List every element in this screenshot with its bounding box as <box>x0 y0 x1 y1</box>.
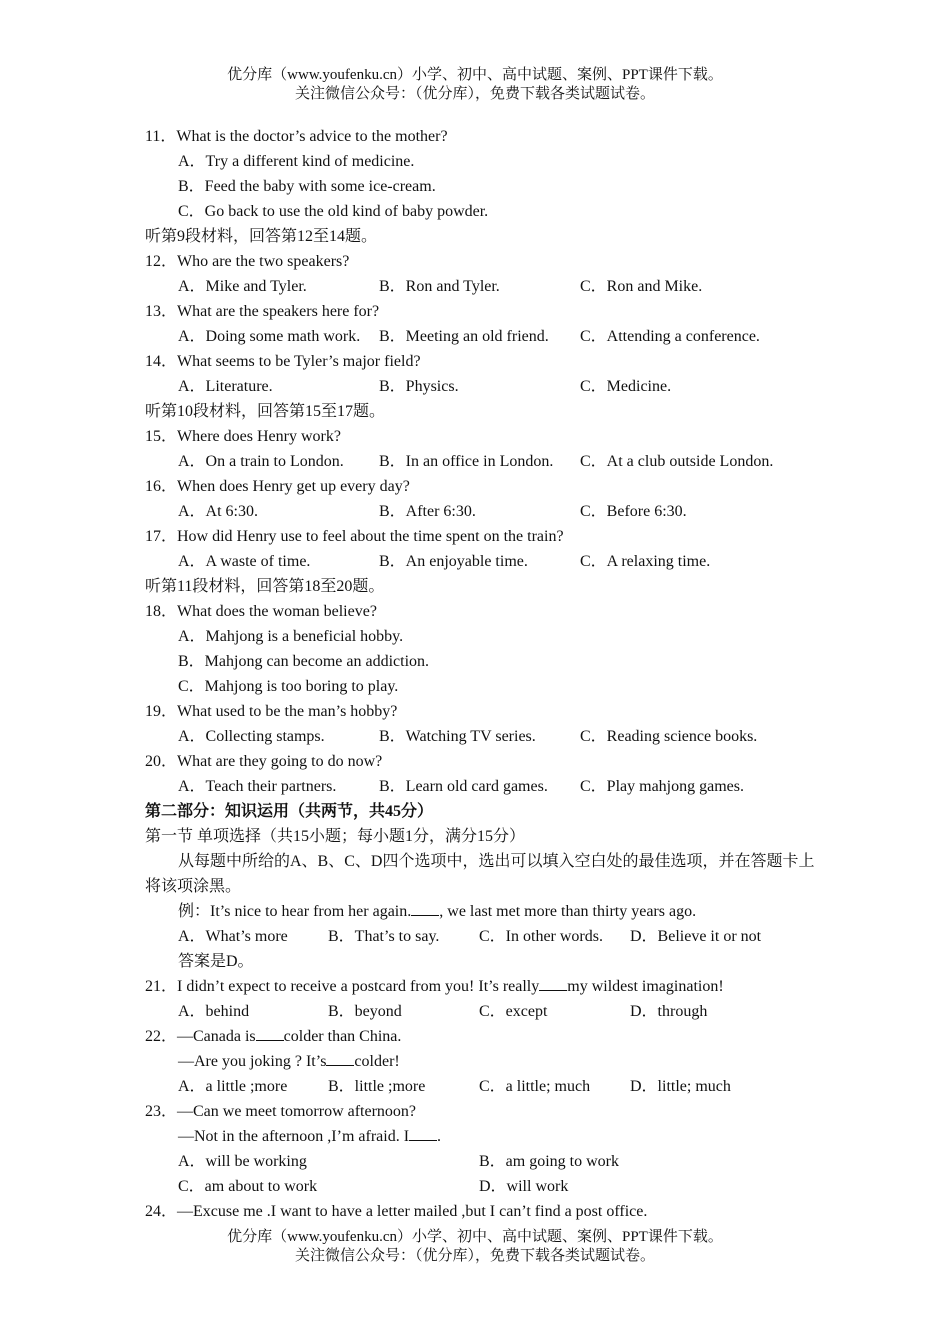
q23-line2-before: —Not in the afternoon ,I’m afraid. I <box>178 1128 410 1145</box>
q21-blank <box>539 976 567 991</box>
q21-option-a: A．behind <box>178 1003 250 1020</box>
q21-stem <box>145 974 825 999</box>
q14-stem: 14．What seems to be Tyler’s major field? <box>145 353 421 370</box>
q16-stem: 16．When does Henry get up every day? <box>145 478 410 495</box>
q15-option-c: C．At a club outside London. <box>580 453 774 470</box>
q13-stem: 13．What are the speakers here for? <box>145 303 380 320</box>
q19-option-c: C．Reading science books. <box>580 728 758 745</box>
q23-line-1: 23．—Can we meet tomorrow afternoon? <box>145 1103 417 1120</box>
section-heading-10: 听第10段材料，回答第15至17题。 <box>145 403 386 420</box>
q23-options-row-2 <box>145 1174 825 1199</box>
q16-option-a: A．At 6:30. <box>178 503 259 520</box>
q22-blank-1 <box>256 1026 284 1041</box>
q23-blank <box>409 1126 437 1141</box>
q12-option-a: A．Mike and Tyler. <box>178 278 307 295</box>
q16-options <box>145 499 825 524</box>
q22-option-c: C．a little; much <box>479 1078 591 1095</box>
footer-line-1: 优分库（www.youfenku.cn）小学、初中、高中试题、案例、PPT课件下载。 <box>227 1229 723 1245</box>
example-option-c: C．In other words. <box>479 928 603 945</box>
footer-line-2: 关注微信公众号：（优分库），免费下载各类试题试卷。 <box>294 1248 655 1264</box>
q18-option-b: B．Mahjong can become an addiction. <box>178 653 430 670</box>
q22-options <box>145 1074 825 1099</box>
instructions-paragraph: 从每题中所给的A、B、C、D四个选项中，选出可以填入空白处的最佳选项，并在答题卡上将该项涂黑。 <box>145 853 815 895</box>
q17-option-c: C．A relaxing time. <box>580 553 711 570</box>
q24-line-1: 24．—Excuse me .I want to have a letter mailed ,but I can’t find a post office. <box>145 1203 648 1220</box>
q13-option-c: C．Attending a conference. <box>580 328 760 345</box>
q12-option-c: C．Ron and Mike. <box>580 278 703 295</box>
q18-option-a: A．Mahjong is a beneficial hobby. <box>178 628 404 645</box>
example-stem <box>145 899 825 924</box>
q21-options <box>145 999 825 1024</box>
example-option-a: A．What’s more <box>178 928 288 945</box>
q20-option-c: C．Play mahjong games. <box>580 778 744 795</box>
example-option-d: D．Believe it or not <box>630 928 762 945</box>
q22-line2-before: —Are you joking ? It’s <box>178 1053 327 1070</box>
header-line-1: 优分库（www.youfenku.cn）小学、初中、高中试题、案例、PPT课件下载。 <box>227 67 723 83</box>
q11-stem: 11．What is the doctor’s advice to the mother? <box>145 128 448 145</box>
q18-stem: 18．What does the woman believe? <box>145 603 377 620</box>
page-footer <box>0 1228 950 1266</box>
q23-option-a: A．will be working <box>178 1153 307 1170</box>
q21-stem-before: 21．I didn’t expect to receive a postcard from you! It’s really <box>145 978 540 995</box>
q20-options <box>145 774 825 799</box>
q21-stem-after: my wildest imagination! <box>567 978 724 995</box>
q11-option-b: B．Feed the baby with some ice-cream. <box>178 178 436 195</box>
example-answer: 答案是D。 <box>178 953 254 970</box>
q19-option-a: A．Collecting stamps. <box>178 728 325 745</box>
q23-option-b: B．am going to work <box>479 1153 619 1170</box>
q22-option-b: B．little ;more <box>328 1078 426 1095</box>
part-two-heading: 第二部分：知识运用（共两节，共45分） <box>145 803 434 820</box>
q17-stem: 17．How did Henry use to feel about the time spent on the train? <box>145 528 564 545</box>
q14-option-c: C．Medicine. <box>580 378 672 395</box>
q17-options <box>145 549 825 574</box>
q22-line-1 <box>145 1024 825 1049</box>
q22-option-d: D．little; much <box>630 1078 731 1095</box>
q11-option-a: A．Try a different kind of medicine. <box>178 153 415 170</box>
q22-line2-after: colder! <box>354 1053 400 1070</box>
q23-option-c: C．am about to work <box>178 1178 318 1195</box>
q23-line-2 <box>145 1124 825 1149</box>
example-blank <box>411 901 439 916</box>
q14-option-b: B．Physics. <box>379 378 459 395</box>
q17-option-b: B．An enjoyable time. <box>379 553 528 570</box>
q15-option-b: B．In an office in London. <box>379 453 554 470</box>
exam-content <box>145 124 825 1224</box>
q17-option-a: A．A waste of time. <box>178 553 311 570</box>
header-line-2: 关注微信公众号：（优分库），免费下载各类试题试卷。 <box>294 86 655 102</box>
q22-line1-before: 22．—Canada is <box>145 1028 256 1045</box>
example-stem-before: 例：It’s nice to hear from her again. <box>178 903 412 920</box>
q20-option-a: A．Teach their partners. <box>178 778 337 795</box>
q13-option-b: B．Meeting an old friend. <box>379 328 549 345</box>
q20-stem: 20．What are they going to do now? <box>145 753 383 770</box>
q15-option-a: A．On a train to London. <box>178 453 344 470</box>
q19-stem: 19．What used to be the man’s hobby? <box>145 703 398 720</box>
example-options <box>145 924 825 949</box>
q13-options <box>145 324 825 349</box>
q18-option-c: C．Mahjong is too boring to play. <box>178 678 399 695</box>
q22-blank-2 <box>326 1051 354 1066</box>
q12-options <box>145 274 825 299</box>
q14-options <box>145 374 825 399</box>
q14-option-a: A．Literature. <box>178 378 273 395</box>
q13-option-a: A．Doing some math work. <box>178 328 361 345</box>
q12-stem: 12．Who are the two speakers? <box>145 253 350 270</box>
q23-line2-after: . <box>437 1128 442 1145</box>
q21-option-c: C．except <box>479 1003 548 1020</box>
section-heading-9: 听第9段材料，回答第12至14题。 <box>145 228 378 245</box>
q21-option-b: B．beyond <box>328 1003 402 1020</box>
q16-option-b: B．After 6:30. <box>379 503 476 520</box>
q22-option-a: A．a little ;more <box>178 1078 288 1095</box>
q22-line-2 <box>145 1049 825 1074</box>
q11-option-c: C．Go back to use the old kind of baby powder. <box>178 203 489 220</box>
q20-option-b: B．Learn old card games. <box>379 778 548 795</box>
q19-options <box>145 724 825 749</box>
q12-option-b: B．Ron and Tyler. <box>379 278 500 295</box>
example-stem-after: , we last met more than thirty years ago. <box>439 903 697 920</box>
q19-option-b: B．Watching TV series. <box>379 728 536 745</box>
q22-line1-after: colder than China. <box>283 1028 402 1045</box>
q21-option-d: D．through <box>630 1003 708 1020</box>
q15-options <box>145 449 825 474</box>
q15-stem: 15．Where does Henry work? <box>145 428 341 445</box>
q16-option-c: C．Before 6:30. <box>580 503 687 520</box>
page-header <box>0 66 950 104</box>
q23-options-row-1 <box>145 1149 825 1174</box>
section-one-heading: 第一节 单项选择（共15小题；每小题1分，满分15分） <box>145 828 526 845</box>
q23-option-d: D．will work <box>479 1178 569 1195</box>
section-heading-11: 听第11段材料，回答第18至20题。 <box>145 578 385 595</box>
example-option-b: B．That’s to say. <box>328 928 440 945</box>
